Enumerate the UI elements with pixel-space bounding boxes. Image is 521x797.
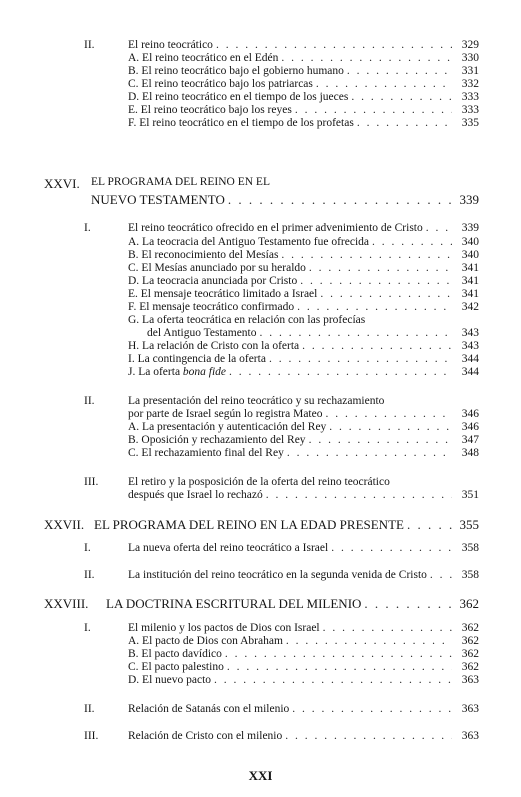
toc-title: La nueva oferta del reino teocrático a Israel (128, 542, 329, 554)
section-roman: II. (84, 703, 95, 715)
chapter-number: XXVI. (44, 176, 80, 191)
toc-title: C. El rechazamiento final del Rey (128, 447, 284, 459)
toc-title: A. El reino teocrático en el Edén (128, 52, 279, 64)
page-number-footer: XXI (248, 768, 273, 783)
chapter-number: XXVIII. (44, 596, 89, 611)
toc-title: La presentación del reino teocrático y su rechazamiento (128, 395, 385, 407)
toc-page: 333 (461, 104, 479, 116)
toc-page: 362 (461, 622, 479, 634)
toc-page: 344 (461, 353, 479, 365)
toc-title: después que Israel lo rechazó (128, 489, 263, 501)
toc-page: 344 (461, 366, 479, 378)
toc-title: I. La contingencia de la oferta (128, 353, 266, 365)
toc-entry (128, 222, 479, 235)
toc-entry (128, 249, 479, 262)
toc-page: 340 (461, 236, 479, 248)
toc-title: J. La oferta bona fide (128, 366, 227, 378)
section-roman: I. (84, 222, 91, 234)
toc-page: 363 (461, 703, 479, 715)
toc-title: A. La teocracia del Antiguo Testamento fue ofrecida (128, 236, 370, 248)
toc-entry (128, 275, 479, 288)
toc-title: D. El reino teocrático en el tiempo de los jueces (128, 91, 349, 103)
toc-entry (128, 117, 479, 130)
toc-entry (128, 52, 479, 65)
toc-entry (128, 262, 479, 275)
toc-page: 341 (461, 288, 479, 300)
toc-entry (128, 489, 479, 502)
chapter-title: LA DOCTRINA ESCRITURAL DEL MILENIO (106, 596, 362, 611)
section-roman: II. (84, 569, 95, 581)
toc-page: 362 (461, 648, 479, 660)
chapter-title: NUEVO TESTAMENTO (91, 192, 225, 207)
toc-entry (128, 104, 479, 117)
toc-page: 339 (459, 192, 479, 207)
toc-title: H. La relación de Cristo con la oferta (128, 340, 300, 352)
toc-entry (128, 703, 479, 716)
toc-title: G. La oferta teocrática en relación con las profecías (128, 314, 366, 326)
toc-title: F. El mensaje teocrático confirmado (128, 301, 295, 313)
toc-entry (128, 421, 479, 434)
toc-page: 341 (461, 262, 479, 274)
toc-title: A. La presentación y autenticación del Rey (128, 421, 327, 433)
toc-title: La institución del reino teocrático en la segunda venida de Cristo (128, 569, 427, 581)
toc-page: 351 (461, 489, 479, 501)
toc-title: El retiro y la posposición de la oferta del reino teocrático (128, 476, 390, 488)
toc-title: B. El reconocimiento del Mesías (128, 249, 279, 261)
toc-title: F. El reino teocrático en el tiempo de los profetas (128, 117, 354, 129)
toc-title: C. El Mesías anunciado por su heraldo (128, 262, 306, 274)
toc-entry (128, 730, 479, 743)
toc-entry (128, 408, 479, 421)
toc-title: C. El pacto palestino (128, 661, 224, 673)
toc-entry (128, 648, 479, 661)
toc-title: C. El reino teocrático bajo los patriarcas (128, 78, 313, 90)
toc-entry (128, 91, 479, 104)
toc-page: 343 (461, 327, 479, 339)
toc-page: 362 (461, 661, 479, 673)
toc-page: 358 (461, 542, 479, 554)
chapter-number: XXVII. (44, 517, 85, 532)
toc-title: B. Oposición y rechazamiento del Rey (128, 434, 306, 446)
toc-entry (128, 674, 479, 687)
toc-page: 339 (461, 222, 479, 234)
toc-page: 362 (459, 596, 479, 611)
toc-entry (128, 39, 479, 52)
toc-entry (128, 434, 479, 447)
toc-title: D. El nuevo pacto (128, 674, 212, 686)
toc-title: A. El pacto de Dios con Abraham (128, 635, 283, 647)
toc-title: por parte de Israel según lo registra Mateo (128, 408, 323, 420)
section-roman: III. (84, 730, 99, 742)
chapter-entry (91, 192, 479, 207)
toc-entry (128, 353, 479, 366)
toc-page: 330 (461, 52, 479, 64)
chapter-entry (94, 517, 479, 532)
toc-entry (128, 236, 479, 249)
toc-page: 332 (461, 78, 479, 90)
toc-title: E. El reino teocrático bajo los reyes (128, 104, 292, 116)
toc-page: 363 (461, 730, 479, 742)
toc-title: del Antiguo Testamento (147, 327, 257, 339)
toc-entry (128, 635, 479, 648)
toc-entry (128, 542, 479, 555)
toc-title: B. El pacto davídico (128, 648, 222, 660)
toc-page: 355 (459, 517, 479, 532)
toc-title: El reino teocrático (128, 39, 213, 51)
section-roman: III. (84, 476, 99, 488)
toc-page: 346 (461, 408, 479, 420)
toc-page: 329 (461, 39, 479, 51)
chapter-title: EL PROGRAMA DEL REINO EN EL (91, 176, 270, 188)
toc-entry (128, 288, 479, 301)
toc-page: 343 (461, 340, 479, 352)
toc-entry (128, 366, 479, 379)
chapter-entry (106, 596, 479, 611)
toc-entry (128, 569, 479, 582)
toc-entry (147, 327, 479, 340)
toc-title: Relación de Cristo con el milenio (128, 730, 283, 742)
section-roman: I. (84, 542, 91, 554)
section-roman: II. (84, 39, 95, 51)
toc-page: 363 (461, 674, 479, 686)
toc-page: 331 (461, 65, 479, 77)
toc-page: 347 (461, 434, 479, 446)
toc-entry (128, 447, 479, 460)
toc-entry (128, 622, 479, 635)
chapter-title: EL PROGRAMA DEL REINO EN LA EDAD PRESENTE (94, 517, 404, 532)
toc-page: 346 (461, 421, 479, 433)
toc-page: 362 (461, 635, 479, 647)
toc-title: El milenio y los pactos de Dios con Israel (128, 622, 320, 634)
section-roman: I. (84, 622, 91, 634)
toc-entry (128, 78, 479, 91)
toc-entry (128, 301, 479, 314)
toc-entry (128, 65, 479, 78)
toc-page: 342 (461, 301, 479, 313)
toc-page: 348 (461, 447, 479, 459)
toc-title: El reino teocrático ofrecido en el primer advenimiento de Cristo (128, 222, 423, 234)
toc-page: 333 (461, 91, 479, 103)
toc-page: 335 (461, 117, 479, 129)
toc-title: Relación de Satanás con el milenio (128, 703, 290, 715)
toc-entry (128, 340, 479, 353)
section-roman: II. (84, 395, 95, 407)
toc-title: D. La teocracia anunciada por Cristo (128, 275, 298, 287)
toc-page: 340 (461, 249, 479, 261)
toc-title: E. El mensaje teocrático limitado a Israel (128, 288, 318, 300)
toc-entry (128, 661, 479, 674)
toc-page: 358 (461, 569, 479, 581)
toc-title: B. El reino teocrático bajo el gobierno humano (128, 65, 344, 77)
toc-page: 341 (461, 275, 479, 287)
